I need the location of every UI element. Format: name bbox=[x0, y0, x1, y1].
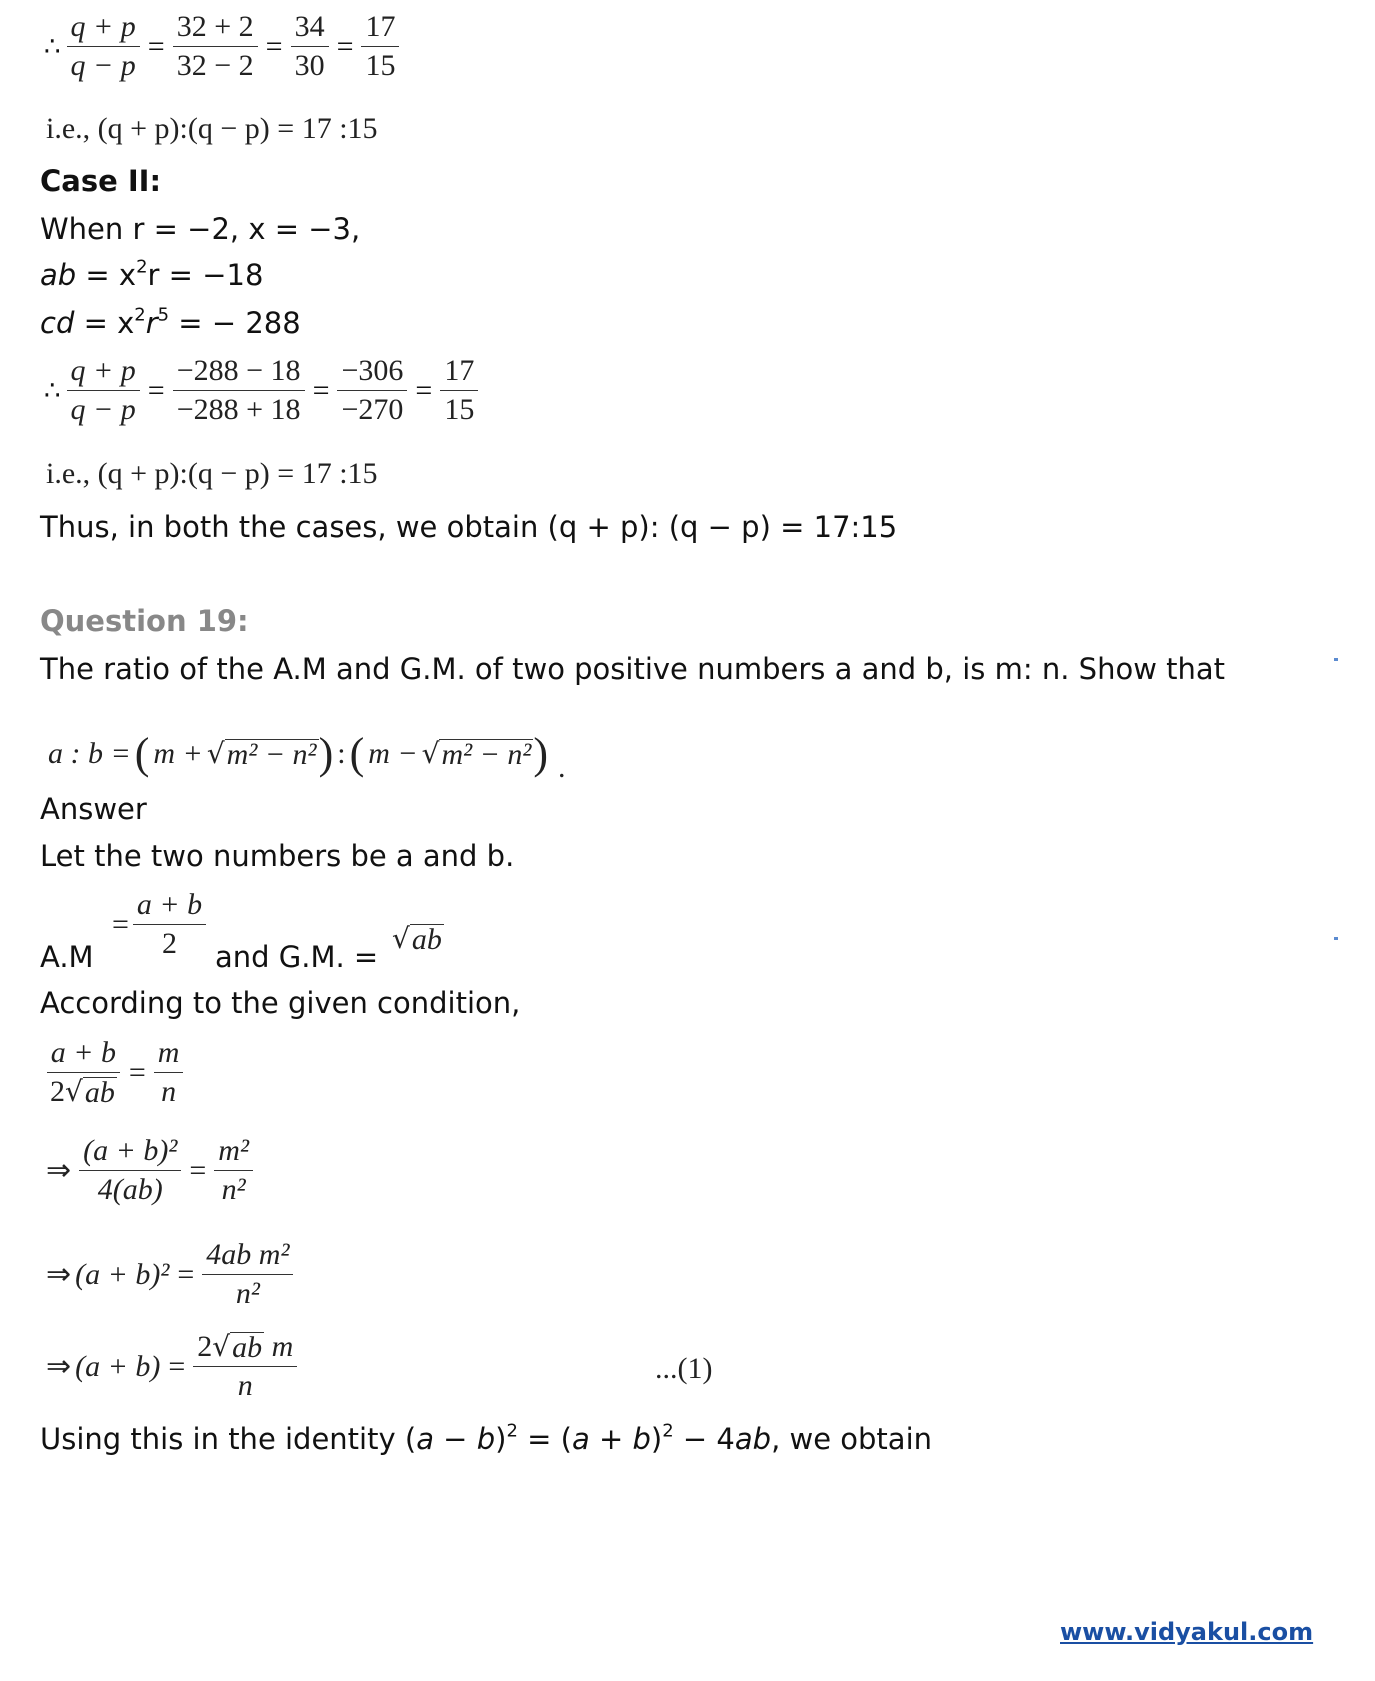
case2-ab-line: ab = $x^2r = -18$ bbox=[40, 256, 264, 292]
identity-line: Using this in the identity $(a - b)^2 = (a + b)^2 - 4ab$, we obtain bbox=[40, 1420, 933, 1456]
gm-label: and G.M. = bbox=[215, 940, 379, 974]
therefore-symbol: ∴ bbox=[44, 31, 61, 62]
fraction: $\frac{m}{n}$ bbox=[154, 1036, 184, 1109]
fraction: $\frac{q + p}{q - p}$ bbox=[67, 10, 140, 83]
equation-tag: ...(1) bbox=[655, 1352, 713, 1385]
fraction: $\frac{17}{15}$ bbox=[361, 10, 399, 83]
fraction: $\frac{\text{(a + b)²}}{4(ab)}$ bbox=[79, 1134, 181, 1207]
case2-cd-line: cd = $x^2r^5$ = − 288 bbox=[40, 304, 301, 340]
margin-marker bbox=[1334, 937, 1338, 940]
question-formula: a : b = ( m + √ m² − n² ) : ( m − √ m² − n² ) . bbox=[48, 729, 566, 784]
implies-arrow: ⇒ bbox=[46, 1258, 72, 1291]
fraction: $\frac{-306}{-270}$ bbox=[337, 354, 407, 427]
square-root: √ m² − n² bbox=[206, 736, 317, 771]
case1-fraction-chain: ∴ $\frac{q + p}{q - p}$ = $\frac{32 + 2}{32 - 2}$ = $\frac{34}{30}$ = $\frac{17}{15}$ bbox=[44, 10, 399, 83]
gm-formula bbox=[392, 922, 444, 956]
am-label: A.M bbox=[40, 940, 94, 974]
implies-arrow: ⇒ bbox=[46, 1154, 72, 1187]
equation-4: ⇒ (a + b) = 2 √ ab m n bbox=[46, 1330, 297, 1403]
fraction: $\frac{a + b}{2}$ bbox=[133, 888, 206, 961]
equation-1: a + b 2 √ ab = $\frac{m}{n}$ bbox=[46, 1036, 183, 1109]
fraction: 2 √ ab m n bbox=[193, 1330, 297, 1403]
question-heading: Question 19: bbox=[40, 604, 249, 638]
fraction: $\frac{\text{m²}}{\text{n²}}$ bbox=[214, 1134, 253, 1207]
fraction: a + b 2 √ ab bbox=[46, 1036, 121, 1109]
case2-fraction-chain: ∴ $\frac{q + p}{q - p}$ = $\frac{-288 - 18}{-288 + 18}$ = $\frac{-306}{-270}$ = $\frac{17}{15}$ bbox=[44, 354, 478, 427]
question-text: The ratio of the A.M and G.M. of two positive numbers a and b, is m: n. Show that bbox=[40, 652, 1226, 686]
case2-ratio-result: i.e., (q + p):(q − p) = 17 :15 bbox=[46, 457, 378, 490]
fraction: $\frac{34}{30}$ bbox=[291, 10, 329, 83]
case2-condition: When r = −2, x = −3, bbox=[40, 212, 361, 246]
case2-heading: Case II: bbox=[40, 164, 162, 198]
implies-arrow: ⇒ bbox=[46, 1350, 72, 1383]
fraction: $\frac{17}{15}$ bbox=[440, 354, 478, 427]
therefore-symbol: ∴ bbox=[44, 375, 61, 406]
answer-intro: Let the two numbers be a and b. bbox=[40, 839, 515, 873]
conclusion-line: Thus, in both the cases, we obtain (q + p): (q − p) = 17:15 bbox=[40, 510, 898, 544]
fraction: $\frac{32 + 2}{32 - 2}$ bbox=[173, 10, 258, 83]
answer-label: Answer bbox=[40, 792, 147, 826]
equation-3: ⇒ (a + b)² = $\frac{\text{4ab m²}}{\text{n²}}$ bbox=[46, 1238, 293, 1311]
fraction: $\frac{\text{4ab m²}}{\text{n²}}$ bbox=[202, 1238, 293, 1311]
fraction: $\frac{q + p}{q - p}$ bbox=[67, 354, 140, 427]
footer-website-link[interactable]: www.vidyakul.com bbox=[1060, 1618, 1314, 1646]
square-root: √ ab bbox=[392, 922, 442, 956]
margin-marker bbox=[1334, 658, 1338, 661]
equation-2: ⇒ $\frac{\text{(a + b)²}}{4(ab)}$ = $\frac{\text{m²}}{\text{n²}}$ bbox=[46, 1134, 253, 1207]
condition-line: According to the given condition, bbox=[40, 986, 521, 1020]
fraction: $\frac{-288 - 18}{-288 + 18}$ bbox=[173, 354, 305, 427]
am-formula: = $\frac{a + b}{2}$ bbox=[108, 888, 206, 961]
case1-ratio-result: i.e., (q + p):(q − p) = 17 :15 bbox=[46, 112, 378, 145]
square-root: √ m² − n² bbox=[421, 736, 532, 771]
